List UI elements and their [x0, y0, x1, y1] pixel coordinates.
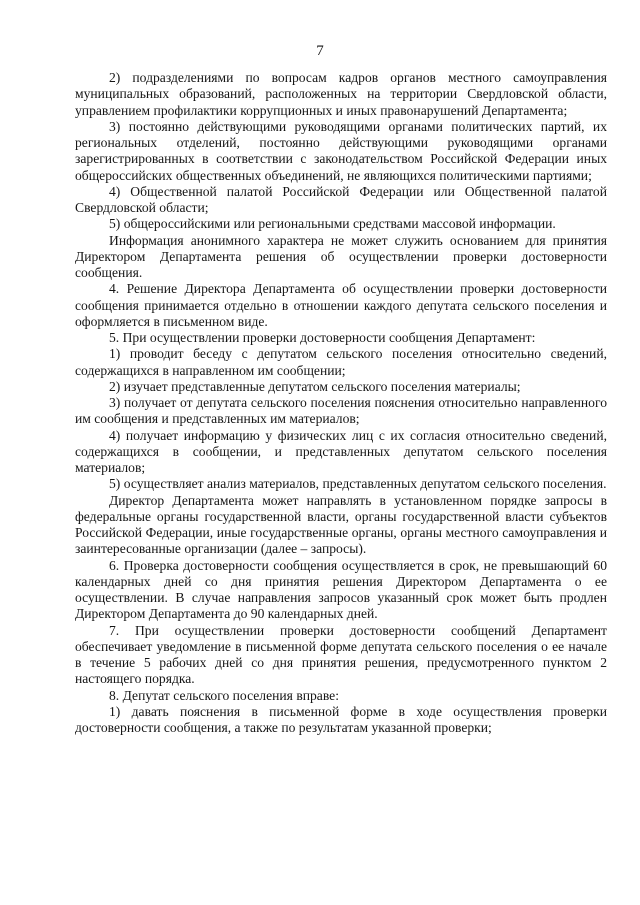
- paragraph: 2) подразделениями по вопросам кадров органов местного самоуправления муниципальных образований, расположенных на территории Свердловской области, управлением профилактики коррупционных и иных правонарушений Департамента;: [75, 70, 607, 118]
- paragraph: 4. Решение Директора Департамента об осуществлении проверки достоверности сообщения принимается отдельно в отношении каждого депутата сельского поселения и оформляется в письменном виде.: [75, 281, 607, 329]
- paragraph: 3) получает от депутата сельского поселения пояснения относительно направленного им сообщения и представленных им материалов;: [75, 395, 607, 427]
- paragraph: 4) получает информацию у физических лиц с их согласия относительно сведений, содержащихся в сообщении, и представленных депутатом сельского поселения материалов;: [75, 427, 607, 475]
- paragraph: 1) проводит беседу с депутатом сельского поселения относительно сведений, содержащихся в направленном им сообщении;: [75, 346, 607, 378]
- paragraph: 2) изучает представленные депутатом сельского поселения материалы;: [109, 378, 521, 394]
- paragraph: 5) осуществляет анализ материалов, представленных депутатом сельского поселения.: [109, 476, 607, 492]
- paragraph: 1) давать пояснения в письменной форме в ходе осуществления проверки достоверности сообщения, а также по результатам указанной проверки;: [75, 703, 607, 735]
- paragraph: Директор Департамента может направлять в установленном порядке запросы в федеральные органы государственной власти, органы государственной власти субъектов Российской Федерации, иные государственные органы, органы местного самоуправления и заинтересованные организации (далее – запросы).: [75, 492, 607, 557]
- paragraph: 6. Проверка достоверности сообщения осуществляется в срок, не превышающий 60 календарных дней со дня принятия решения Директором Департамента о ее осуществлении. В случае направления запросов указанный срок может быть продлен Директором Департамента до 90 календарных дней.: [75, 557, 607, 622]
- paragraph: 7. При осуществлении проверки достоверности сообщений Департамент обеспечивает уведомление в письменной форме депутата сельского поселения о ее начале в течение 5 рабочих дней со дня принятия решения, предусмотренного пунктом 2 настоящего порядка.: [75, 622, 607, 687]
- page-number: 7: [316, 43, 324, 59]
- paragraph: 3) постоянно действующими руководящими органами политических партий, их региональных отделений, постоянно действующими руководящими органами зарегистрированных в соответствии с законодательством Российской Федерации иных общероссийских общественных объединений, не являющихся политическими партиями;: [75, 118, 607, 183]
- paragraph: 5. При осуществлении проверки достоверности сообщения Департамент:: [109, 330, 536, 345]
- paragraph: 8. Депутат сельского поселения вправе:: [109, 687, 339, 703]
- paragraph: Информация анонимного характера не может служить основанием для принятия Директором Департамента решения об осуществлении проверки достоверности сообщения.: [75, 232, 607, 280]
- document-body: [75, 70, 607, 736]
- paragraph: 4) Общественной палатой Российской Федерации или Общественной палатой Свердловской области;: [75, 183, 607, 215]
- paragraph: 5) общероссийскими или региональными средствами массовой информации.: [109, 216, 556, 232]
